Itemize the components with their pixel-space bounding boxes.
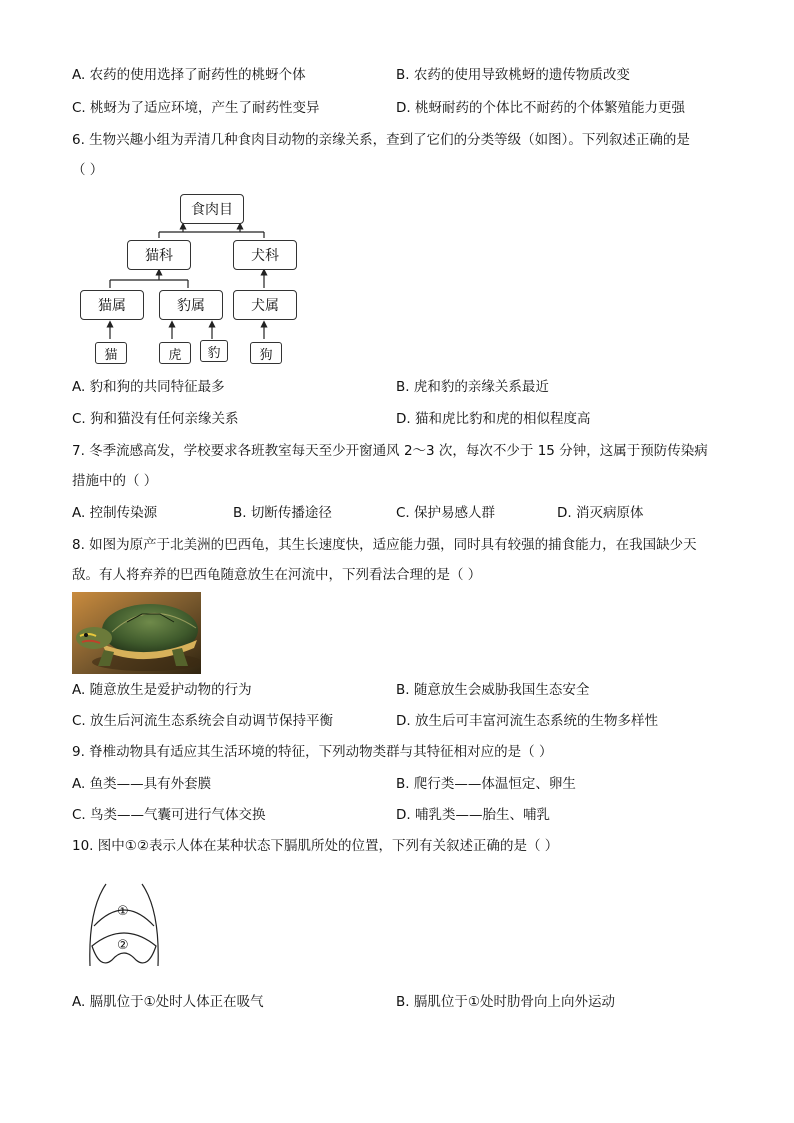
q8-stem-line2: 敌。有人将弃养的巴西龟随意放生在河流中，下列看法合理的是（ ）: [72, 567, 482, 583]
turtle-photo: [72, 592, 201, 674]
q10-option-b: B. 膈肌位于①处时肋骨向上向外运动: [396, 994, 615, 1010]
q5-option-d: D. 桃蚜耐药的个体比不耐药的个体繁殖能力更强: [396, 100, 685, 116]
position-marker-2: ②: [117, 938, 129, 953]
q8-option-a: A. 随意放生是爱护动物的行为: [72, 682, 252, 698]
q8-option-c: C. 放生后河流生态系统会自动调节保持平衡: [72, 713, 334, 729]
position-marker-1: ①: [117, 904, 129, 919]
leaf-dog: 狗: [250, 342, 282, 364]
diaphragm-diagram: [86, 880, 162, 972]
leaf-leopard: 豹: [200, 340, 228, 362]
q7-option-d: D. 消灭病原体: [557, 505, 644, 521]
q7-stem-line1: 7. 冬季流感高发，学校要求各班教室每天至少开窗通风 2～3 次，每次不少于 15 分钟，这属于预防传染病: [72, 443, 708, 459]
q7-stem-line2: 措施中的（ ）: [72, 473, 158, 489]
q8-option-d: D. 放生后可丰富河流生态系统的生物多样性: [396, 713, 658, 729]
leaf-cat: 猫: [95, 342, 127, 364]
node-genus-canis: 犬属: [233, 290, 297, 320]
q10-option-a: A. 膈肌位于①处时人体正在吸气: [72, 994, 264, 1010]
q6-option-d: D. 猫和虎比豹和虎的相似程度高: [396, 411, 591, 427]
q7-option-a: A. 控制传染源: [72, 505, 158, 521]
q8-stem-line1: 8. 如图为原产于北美洲的巴西龟，其生长速度快，适应能力强，同时具有较强的捕食能力，在我国缺少天: [72, 537, 697, 553]
node-family-felidae: 猫科: [127, 240, 191, 270]
q6-option-a: A. 豹和狗的共同特征最多: [72, 379, 225, 395]
node-family-canidae: 犬科: [233, 240, 297, 270]
q7-option-c: C. 保护易感人群: [396, 505, 496, 521]
node-genus-felis: 猫属: [80, 290, 144, 320]
classification-tree-diagram: [72, 188, 312, 368]
q10-stem: 10. 图中①②表示人体在某种状态下膈肌所处的位置，下列有关叙述正确的是（ ）: [72, 838, 559, 854]
q9-option-b: B. 爬行类——体温恒定、卵生: [396, 776, 576, 792]
node-order-carnivora: 食肉目: [180, 194, 244, 224]
q6-stem-line1: 6. 生物兴趣小组为弄清几种食肉目动物的亲缘关系，查到了它们的分类等级（如图）。下列叙述正确的是: [72, 132, 690, 148]
q5-option-b: B. 农药的使用导致桃蚜的遗传物质改变: [396, 67, 630, 83]
q6-option-c: C. 狗和猫没有任何亲缘关系: [72, 411, 239, 427]
q9-option-a: A. 鱼类——具有外套膜: [72, 776, 212, 792]
q9-option-c: C. 鸟类——气囊可进行气体交换: [72, 807, 266, 823]
q5-option-a: A. 农药的使用选择了耐药性的桃蚜个体: [72, 67, 306, 83]
q8-option-b: B. 随意放生会威胁我国生态安全: [396, 682, 590, 698]
leaf-tiger: 虎: [159, 342, 191, 364]
q9-option-d: D. 哺乳类——胎生、哺乳: [396, 807, 550, 823]
q6-option-b: B. 虎和豹的亲缘关系最近: [396, 379, 549, 395]
q5-option-c: C. 桃蚜为了适应环境，产生了耐药性变异: [72, 100, 320, 116]
q9-stem: 9. 脊椎动物具有适应其生活环境的特征，下列动物类群与其特征相对应的是（ ）: [72, 744, 553, 760]
q6-stem-line2: （ ）: [72, 162, 104, 178]
q7-option-b: B. 切断传播途径: [233, 505, 332, 521]
node-genus-panthera: 豹属: [159, 290, 223, 320]
